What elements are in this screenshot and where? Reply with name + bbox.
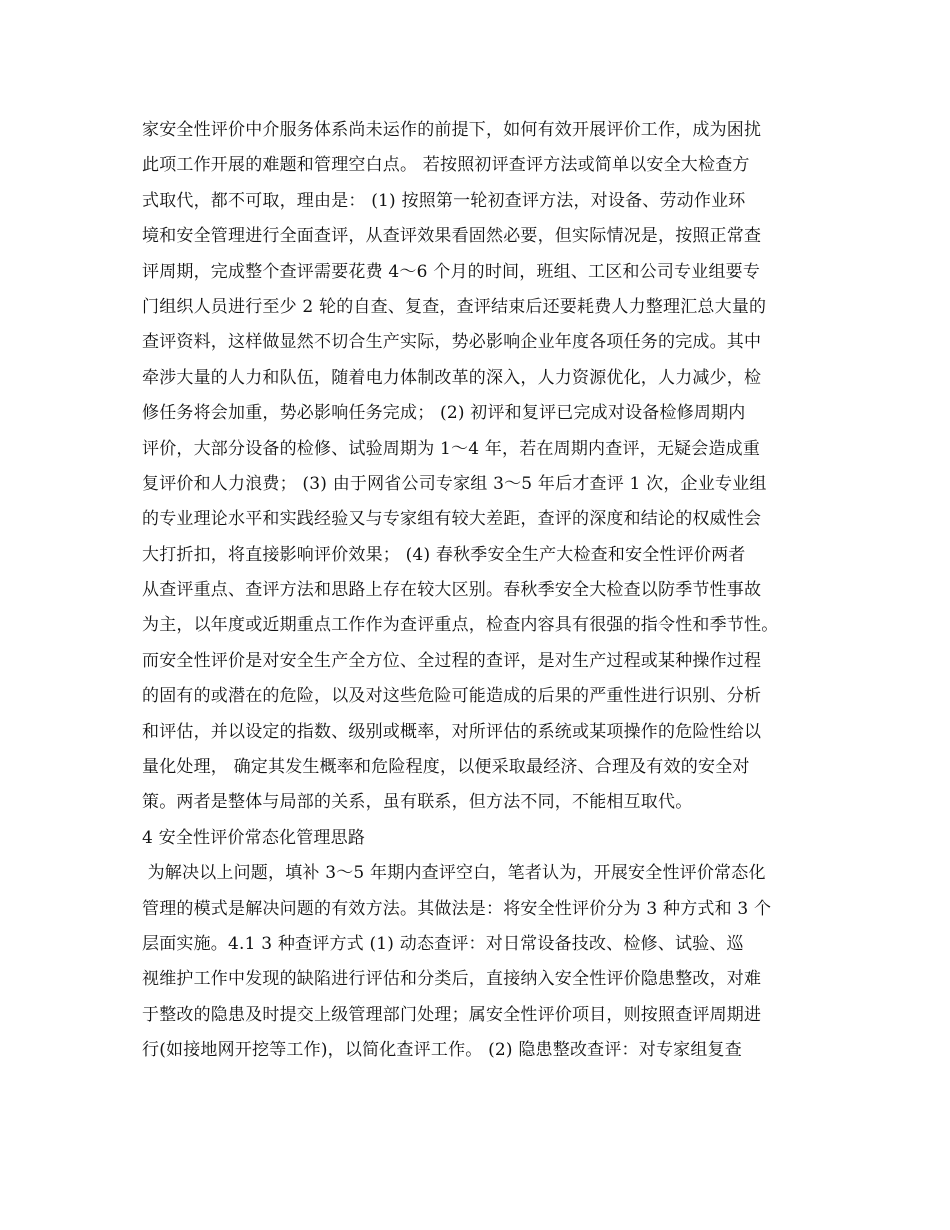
text-line: 管理的模式是解决问题的有效方法。其做法是：将安全性评价分为 3 种方式和 3 个 [142,898,772,919]
text-line: 评价，大部分设备的检修、试验周期为 1～4 年，若在周期内查评，无疑会造成重 [142,438,761,459]
text-line: 家安全性评价中介服务体系尚未运作的前提下，如何有效开展评价工作，成为困扰 [142,120,762,140]
text-line: 大打折扣，将直接影响评价效果； (4) 春秋季安全生产大检查和安全性评价两者 [142,544,746,565]
text-line: 量化处理， 确定其发生概率和危险程度，以便采取最经济、合理及有效的安全对 [142,757,750,778]
text-line: 式取代，都不可取，理由是： (1) 按照第一轮初查评方法，对设备、劳动作业环 [142,190,746,211]
section-heading: 4 安全性评价常态化管理思路 [142,827,366,848]
text-line: 的固有的或潜在的危险，以及对这些危险可能造成的后果的严重性进行识别、分析 [142,686,762,707]
text-line: 而安全性评价是对安全生产全方位、全过程的查评，是对生产过程或某种操作过程 [142,650,762,671]
text-line: 查评资料，这样做显然不切合生产实际，势必影响企业年度各项任务的完成。其中 [142,332,762,353]
text-line: 为解决以上问题，填补 3～5 年期内查评空白，笔者认为，开展安全性评价常态化 [142,863,766,884]
text-line: 于整改的隐患及时提交上级管理部门处理；属安全性评价项目，则按照查评周期进 [142,1004,762,1025]
text-line: 复评价和人力浪费； (3) 由于网省公司专家组 3～5 年后才查评 1 次，企业专业组 [142,473,767,494]
text-line: 和评估，并以设定的指数、级别或概率，对所评估的系统或某项操作的危险性给以 [142,721,762,742]
text-line: 行(如接地网开挖等工作)，以简化查评工作。 (2) 隐患整改查评：对专家组复查 [142,1040,742,1061]
text-line: 评周期，完成整个查评需要花费 4～6 个月的时间，班组、工区和公司专业组要专 [142,261,761,282]
text-line: 牵涉大量的人力和队伍，随着电力体制改革的深入，人力资源优化，人力减少，检 [142,367,762,388]
text-line: 策。两者是整体与局部的关系，虽有联系，但方法不同，不能相互取代。 [142,792,693,813]
text-line: 层面实施。4.1 3 种查评方式 (1) 动态查评：对日常设备技改、检修、试验、巡 [142,933,744,954]
text-line: 为主，以年度或近期重点工作作为查评重点，检查内容具有很强的指令性和季节性。 [142,615,779,636]
text-line: 境和安全管理进行全面查评，从查评效果看固然必要，但实际情况是，按照正常查 [142,226,762,247]
body-text [142,113,842,1069]
text-line: 视维护工作中发现的缺陷进行评估和分类后，直接纳入安全性评价隐患整改，对难 [142,969,762,990]
text-line: 从查评重点、查评方法和思路上存在较大区别。春秋季安全大检查以防季节性事故 [142,580,762,601]
text-line: 此项工作开展的难题和管理空白点。 若按照初评查评方法或简单以安全大检查方 [142,155,750,176]
text-line: 门组织人员进行至少 2 轮的自查、复查，查评结束后还要耗费人力整理汇总大量的 [142,296,767,317]
text-line: 修任务将会加重，势必影响任务完成； (2) 初评和复评已完成对设备检修周期内 [142,403,746,424]
text-line: 的专业理论水平和实践经验又与专家组有较大差距，查评的深度和结论的权威性会 [142,509,762,530]
